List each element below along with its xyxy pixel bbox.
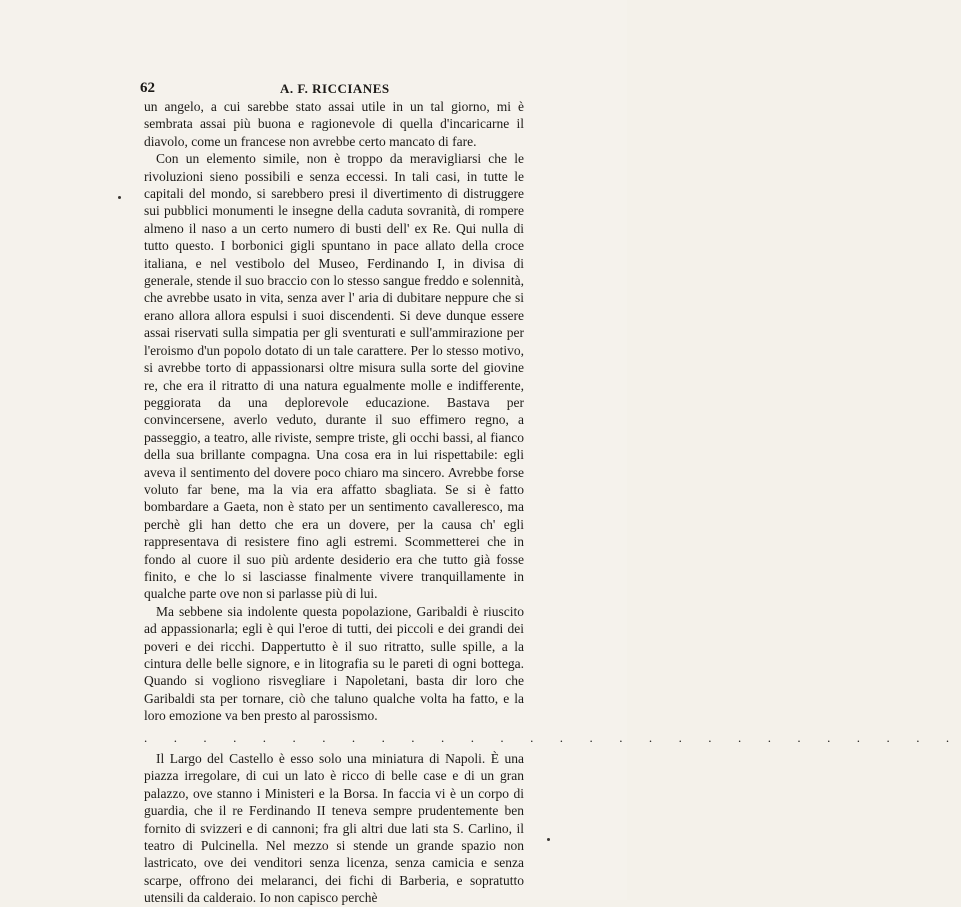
paragraph-revolutions: Con un elemento simile, non è troppo da meravigliarsi che le rivoluzioni sieno possibili e senza eccessi. In tali casi, in tutte le capitali del mondo, si sarebbero presi il divertimento di distruggere sui pubblici monumenti le insegne della caduta sovranità, di rompere almeno il naso a un certo numero di busti dell' ex Re. Qui nulla di tutto questo. I borbonici gigli spuntano in pace allato della croce italiana, e nel vestibolo del Museo, Ferdinando I, in divisa di generale, stende il suo braccio con lo stesso sangue freddo e solennità, che avrebbe usato in vita, senza aver l' aria di dubitare neppure che si erano allora allora espulsi i suoi discendenti. Si deve dunque essere assai riservati sulla simpatia per gli sventurati e sull'ammirazione per l'eroismo d'un popolo dotato di un tale carattere. Per lo stesso motivo, si avrebbe torto di appassionarsi oltre misura sulla sorte del giovine re, che era il ritratto di una natura egualmente molle e indifferente, peggiorata da una deplorevole educazione. Bastava per convincersene, averlo veduto, durante il suo effimero regno, a passeggio, a teatro, alle riviste, sempre triste, gli occhi bassi, al fianco della sua brillante compagna. Una cosa era in lui rispettabile: egli aveva il sentimento del dovere poco chiaro ma sincero. Avrebbe forse voluto far bene, ma la via era affatto sbagliata. Se si è fatto bombardare a Gaeta, non è stato per un sentimento cavalleresco, ma perchè gli han detto che era un dovere, per la causa ch' egli rappresentava di resistere fino agli estremi. Scommetterei che in fondo al cuore il suo più ardente desiderio era che tutto già fosse finito, e che lo si lasciasse finalmente vivere tranquillamente in qualche parte ove non si parlasse più di lui. bbox=[144, 151, 524, 602]
margin-speck bbox=[547, 838, 550, 841]
paragraph-largo-castello: Il Largo del Castello è esso solo una miniatura di Napoli. È una piazza irregolare, di cui un lato è ricco di belle case e di un gran palazzo, ove stanno i Ministeri e la Borsa. In faccia vi è un corpo di guardia, che il re Ferdinando II teneva sempre prudentemente ben fornito di svizzeri e di cannoni; fra gli altri due lati sta S. Carlino, il teatro di Pulcinella. Nel mezzo si stende un grande spazio non lastricato, ove dei venditori senza licenza, senza camicia e senza scarpe, offrono dei melaranci, dei fichi di Barberia, e sopratutto utensili da calderaio. Io non capisco perchè bbox=[144, 751, 524, 906]
paragraph-continuation: un angelo, a cui sarebbe stato assai utile in un tal giorno, mi è sembrata assai più buona e ragionevole di quella d'incaricarne il diavolo, come un francese non avrebbe certo mancato di fare. bbox=[144, 99, 524, 149]
running-title: A. F. RICCIANES bbox=[280, 81, 390, 96]
ellipsis-separator: . . . . . . . . . . . . . . . . . . . . . . . . . . . . bbox=[144, 729, 961, 745]
paragraph-garibaldi: Ma sebbene sia indolente questa popolazione, Garibaldi è riuscito ad appassionarla; egli è qui l'eroe di tutti, dei piccoli e dei grandi dei poveri e dei ricchi. Dappertutto è il suo ritratto, sulle spille, a la cintura delle belle signore, e in litografia su le pareti di ogni bottega. Quando si vogliono risvegliare i Napoletani, basta dir loro che Garibaldi sta per tornare, ciò che taluno qualche volta ha fatto, e la loro emozione va ben presto al parossismo. bbox=[144, 603, 524, 724]
page-number: 62 bbox=[140, 80, 155, 96]
body-text bbox=[144, 98, 961, 907]
page-header bbox=[140, 80, 525, 98]
margin-speck bbox=[118, 196, 121, 199]
